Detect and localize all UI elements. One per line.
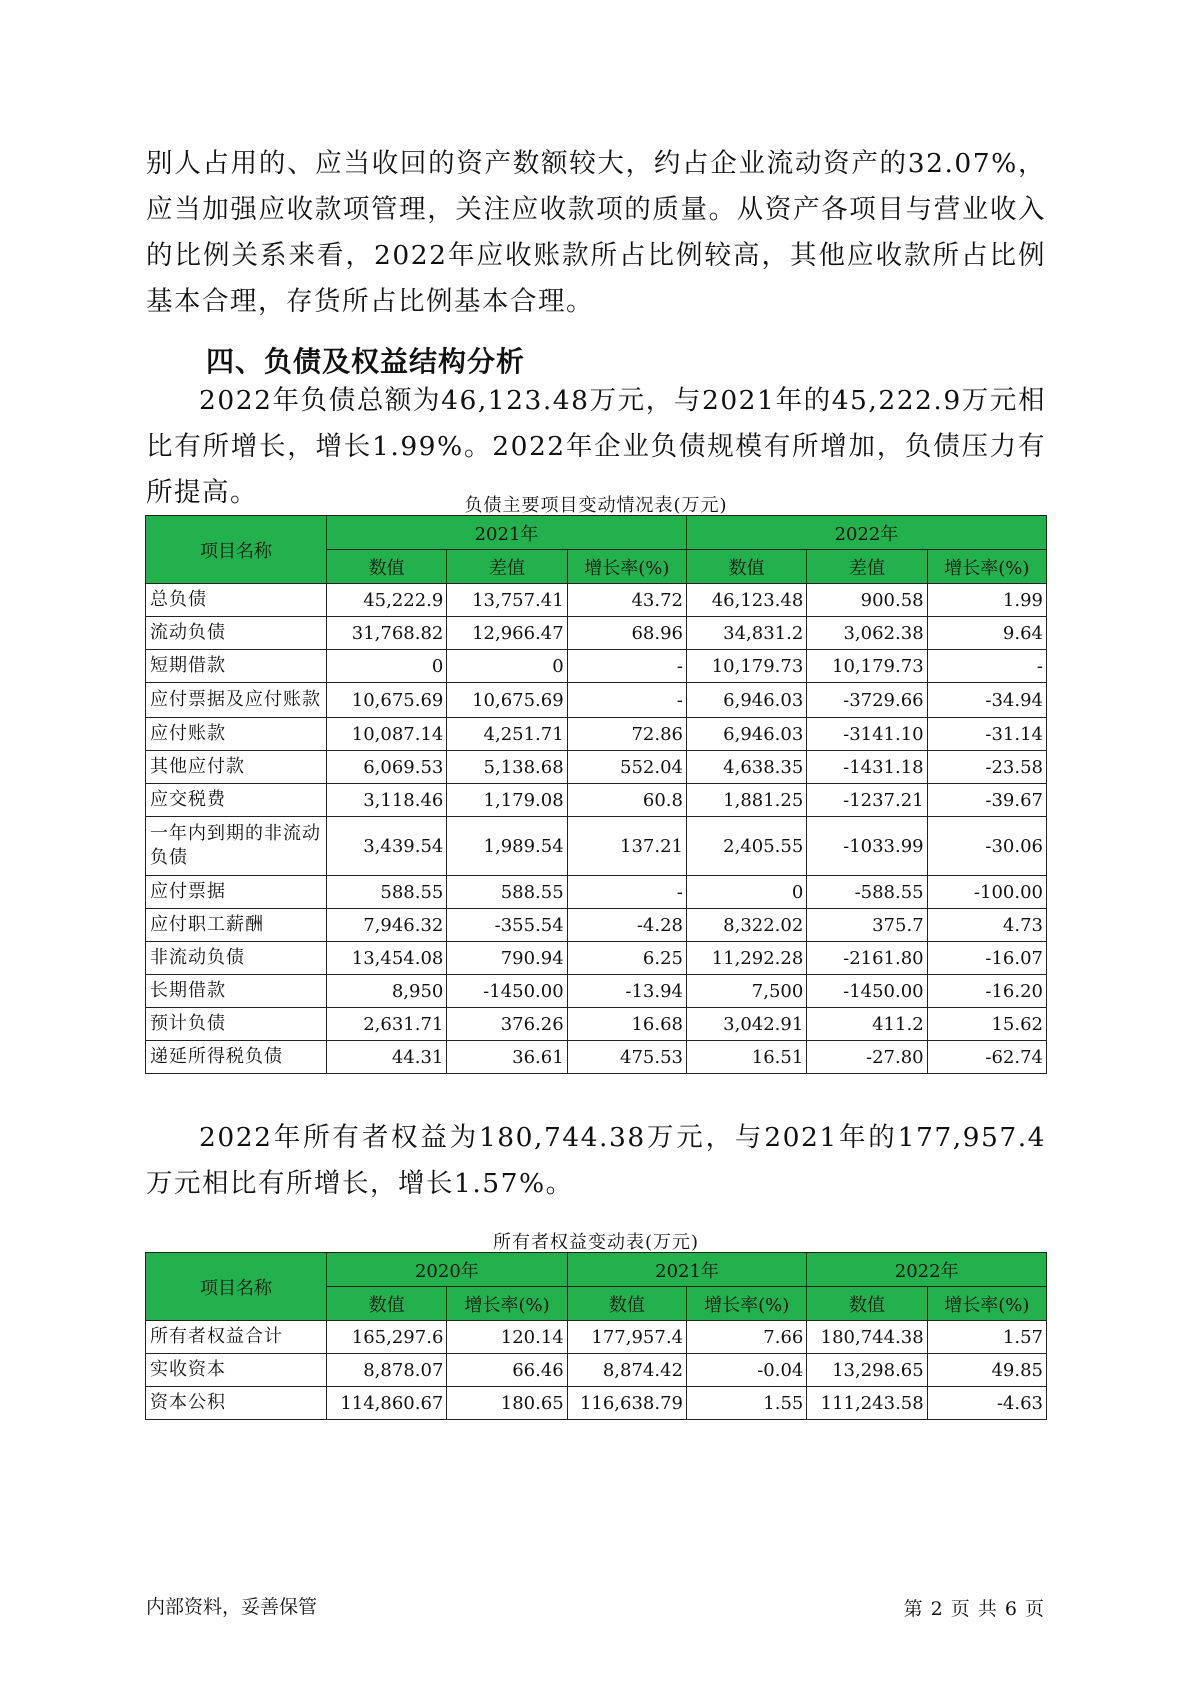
table-cell: -27.80 (807, 1041, 927, 1074)
section-heading: 四、负债及权益结构分析 (206, 345, 526, 378)
table-cell: 3,062.38 (807, 617, 927, 650)
row-label: 递延所得税负债 (146, 1041, 327, 1074)
table-cell: -30.06 (927, 817, 1046, 876)
table-cell: 10,675.69 (447, 683, 567, 718)
table-cell: -1450.00 (807, 975, 927, 1008)
year-header: 2021年 (567, 1253, 807, 1287)
footer-page-number: 第 2 页 共 6 页 (903, 1598, 1045, 1620)
table-cell: 7.66 (687, 1321, 807, 1354)
table-cell: -4.63 (927, 1387, 1046, 1420)
table-row (146, 683, 1047, 718)
table-cell: 6,946.03 (686, 683, 806, 718)
row-label: 资本公积 (146, 1387, 327, 1420)
table1-caption: 负债主要项目变动情况表(万元) (464, 495, 728, 516)
sub-header: 增长率(%) (687, 1287, 807, 1321)
table-cell: 552.04 (567, 751, 686, 784)
table-cell: 1,881.25 (686, 784, 806, 817)
sub-header: 数值 (327, 550, 447, 584)
table-cell: -16.20 (927, 975, 1046, 1008)
table-cell: 8,950 (327, 975, 447, 1008)
table-cell: -1033.99 (807, 817, 927, 876)
table-cell: 6,946.03 (686, 718, 806, 751)
sub-header: 数值 (567, 1287, 686, 1321)
table-cell: 8,878.07 (327, 1354, 447, 1387)
table-cell: 36.61 (447, 1041, 567, 1074)
table-cell: 180,744.38 (807, 1321, 927, 1354)
table-cell: 475.53 (567, 1041, 686, 1074)
table-row (146, 909, 1047, 942)
table-cell: -13.94 (567, 975, 686, 1008)
table-cell: 60.8 (567, 784, 686, 817)
paragraph-receivables: 别人占用的、应当收回的资产数额较大，约占企业流动资产的32.07%，应当加强应收款项管理，关注应收款项的质量。从资产各项目与营业收入的比例关系来看，2022年应收账款所占比例较高，其他应收款所占比例基本合理，存货所占比例基本合理。 (146, 148, 1046, 317)
table-cell: 8,322.02 (686, 909, 806, 942)
table-row (146, 751, 1047, 784)
table-cell: 7,946.32 (327, 909, 447, 942)
year-header: 2022年 (807, 1253, 1047, 1287)
table-cell: -1237.21 (807, 784, 927, 817)
table-cell: 1.55 (687, 1387, 807, 1420)
table-cell: 49.85 (927, 1354, 1046, 1387)
table-cell: 1.57 (927, 1321, 1046, 1354)
row-label: 实收资本 (146, 1354, 327, 1387)
table-cell: 900.58 (807, 584, 927, 617)
table-cell: 0 (327, 650, 447, 683)
table-cell: 43.72 (567, 584, 686, 617)
table-row (146, 784, 1047, 817)
table-cell: 165,297.6 (327, 1321, 447, 1354)
footer-confidential-note: 内部资料，妥善保管 (146, 1596, 318, 1618)
table-cell: 3,118.46 (327, 784, 447, 817)
table-cell: - (567, 876, 686, 909)
table-cell: 0 (686, 876, 806, 909)
table-row (146, 1041, 1047, 1074)
table-cell: 11,292.28 (686, 942, 806, 975)
row-label: 应交税费 (146, 784, 327, 817)
row-label: 应付票据及应付账款 (146, 683, 327, 718)
name-column-header: 项目名称 (146, 516, 327, 584)
year-header: 2021年 (327, 516, 687, 550)
row-label: 长期借款 (146, 975, 327, 1008)
sub-header: 差值 (807, 550, 927, 584)
table-cell: 0 (447, 650, 567, 683)
table-cell: -39.67 (927, 784, 1046, 817)
sub-header: 增长率(%) (927, 1287, 1046, 1321)
row-label: 流动负债 (146, 617, 327, 650)
row-label: 所有者权益合计 (146, 1321, 327, 1354)
table-row (146, 1008, 1047, 1041)
sub-header: 增长率(%) (567, 550, 686, 584)
table-cell: 111,243.58 (807, 1387, 927, 1420)
table-row (146, 718, 1047, 751)
table-cell: 1.99 (927, 584, 1046, 617)
table-cell: 4,251.71 (447, 718, 567, 751)
sub-header: 增长率(%) (927, 550, 1046, 584)
table-cell: -4.28 (567, 909, 686, 942)
table-cell: -16.07 (927, 942, 1046, 975)
paragraph-liabilities: 2022年负债总额为46,123.48万元，与2021年的45,222.9万元相比有所增长，增长1.99%。2022年企业负债规模有所增加，负债压力有所提高。 (146, 385, 1046, 508)
table-cell: 120.14 (447, 1321, 567, 1354)
table-cell: 8,874.42 (567, 1354, 686, 1387)
table-row (146, 1354, 1047, 1387)
table-cell: - (927, 650, 1046, 683)
table-cell: 180.65 (447, 1387, 567, 1420)
table-cell: 177,957.4 (567, 1321, 686, 1354)
table-cell: 13,298.65 (807, 1354, 927, 1387)
table-row (146, 617, 1047, 650)
sub-header: 数值 (686, 550, 806, 584)
table-cell: -355.54 (447, 909, 567, 942)
table-cell: 137.21 (567, 817, 686, 876)
table-cell: 1,179.08 (447, 784, 567, 817)
table-cell: 34,831.2 (686, 617, 806, 650)
table-cell: 1,989.54 (447, 817, 567, 876)
table-row (146, 942, 1047, 975)
table-cell: 2,631.71 (327, 1008, 447, 1041)
table-cell: 10,087.14 (327, 718, 447, 751)
table-row (146, 975, 1047, 1008)
table-cell: 31,768.82 (327, 617, 447, 650)
table-cell: -100.00 (927, 876, 1046, 909)
row-label: 预计负债 (146, 1008, 327, 1041)
table-row (146, 1321, 1047, 1354)
equity-table (145, 1252, 1047, 1420)
table-cell: 588.55 (447, 876, 567, 909)
table-cell: 116,638.79 (567, 1387, 686, 1420)
sub-header: 数值 (327, 1287, 447, 1321)
table-cell: 46,123.48 (686, 584, 806, 617)
table-cell: 2,405.55 (686, 817, 806, 876)
table-cell: 790.94 (447, 942, 567, 975)
table-cell: 588.55 (327, 876, 447, 909)
year-header: 2022年 (686, 516, 1046, 550)
table-cell: 5,138.68 (447, 751, 567, 784)
table-cell: 3,042.91 (686, 1008, 806, 1041)
table-row (146, 876, 1047, 909)
table-cell: 13,757.41 (447, 584, 567, 617)
table-cell: 72.86 (567, 718, 686, 751)
table-cell: 16.51 (686, 1041, 806, 1074)
row-label: 一年内到期的非流动负债 (146, 817, 327, 876)
table-cell: 10,675.69 (327, 683, 447, 718)
sub-header: 数值 (807, 1287, 927, 1321)
table-cell: 114,860.67 (327, 1387, 447, 1420)
table-cell: 4.73 (927, 909, 1046, 942)
table-cell: 45,222.9 (327, 584, 447, 617)
table-cell: 13,454.08 (327, 942, 447, 975)
table-cell: 376.26 (447, 1008, 567, 1041)
table-cell: -1431.18 (807, 751, 927, 784)
table-cell: 12,966.47 (447, 617, 567, 650)
row-label: 短期借款 (146, 650, 327, 683)
row-label: 总负债 (146, 584, 327, 617)
table2-caption: 所有者权益变动表(万元) (492, 1232, 700, 1253)
table-cell: -34.94 (927, 683, 1046, 718)
table-cell: -3141.10 (807, 718, 927, 751)
table-cell: 4,638.35 (686, 751, 806, 784)
table-cell: 10,179.73 (686, 650, 806, 683)
row-label: 非流动负债 (146, 942, 327, 975)
table-cell: -23.58 (927, 751, 1046, 784)
table-cell: 15.62 (927, 1008, 1046, 1041)
row-label: 其他应付款 (146, 751, 327, 784)
table-cell: 7,500 (686, 975, 806, 1008)
paragraph-equity: 2022年所有者权益为180,744.38万元，与2021年的177,957.4万元相比有所增长，增长1.57%。 (146, 1122, 1046, 1199)
sub-header: 差值 (447, 550, 567, 584)
table-cell: -62.74 (927, 1041, 1046, 1074)
table-cell: 6.25 (567, 942, 686, 975)
table-cell: -588.55 (807, 876, 927, 909)
table-cell: -1450.00 (447, 975, 567, 1008)
row-label: 应付票据 (146, 876, 327, 909)
table-cell: 411.2 (807, 1008, 927, 1041)
table-cell: - (567, 650, 686, 683)
row-label: 应付职工薪酬 (146, 909, 327, 942)
table-cell: 3,439.54 (327, 817, 447, 876)
table-cell: -3729.66 (807, 683, 927, 718)
table-row (146, 1387, 1047, 1420)
table-cell: 6,069.53 (327, 751, 447, 784)
table-cell: - (567, 683, 686, 718)
row-label: 应付账款 (146, 718, 327, 751)
table-cell: -31.14 (927, 718, 1046, 751)
table-row (146, 650, 1047, 683)
table-cell: 16.68 (567, 1008, 686, 1041)
year-header: 2020年 (327, 1253, 568, 1287)
table-row (146, 817, 1047, 876)
sub-header: 增长率(%) (447, 1287, 567, 1321)
table-cell: 10,179.73 (807, 650, 927, 683)
table-cell: -2161.80 (807, 942, 927, 975)
table-cell: 68.96 (567, 617, 686, 650)
table-cell: 9.64 (927, 617, 1046, 650)
table-cell: -0.04 (687, 1354, 807, 1387)
table-row (146, 584, 1047, 617)
table-cell: 44.31 (327, 1041, 447, 1074)
table-cell: 375.7 (807, 909, 927, 942)
table-cell: 66.46 (447, 1354, 567, 1387)
liabilities-table (145, 515, 1047, 1074)
name-column-header: 项目名称 (146, 1253, 327, 1321)
